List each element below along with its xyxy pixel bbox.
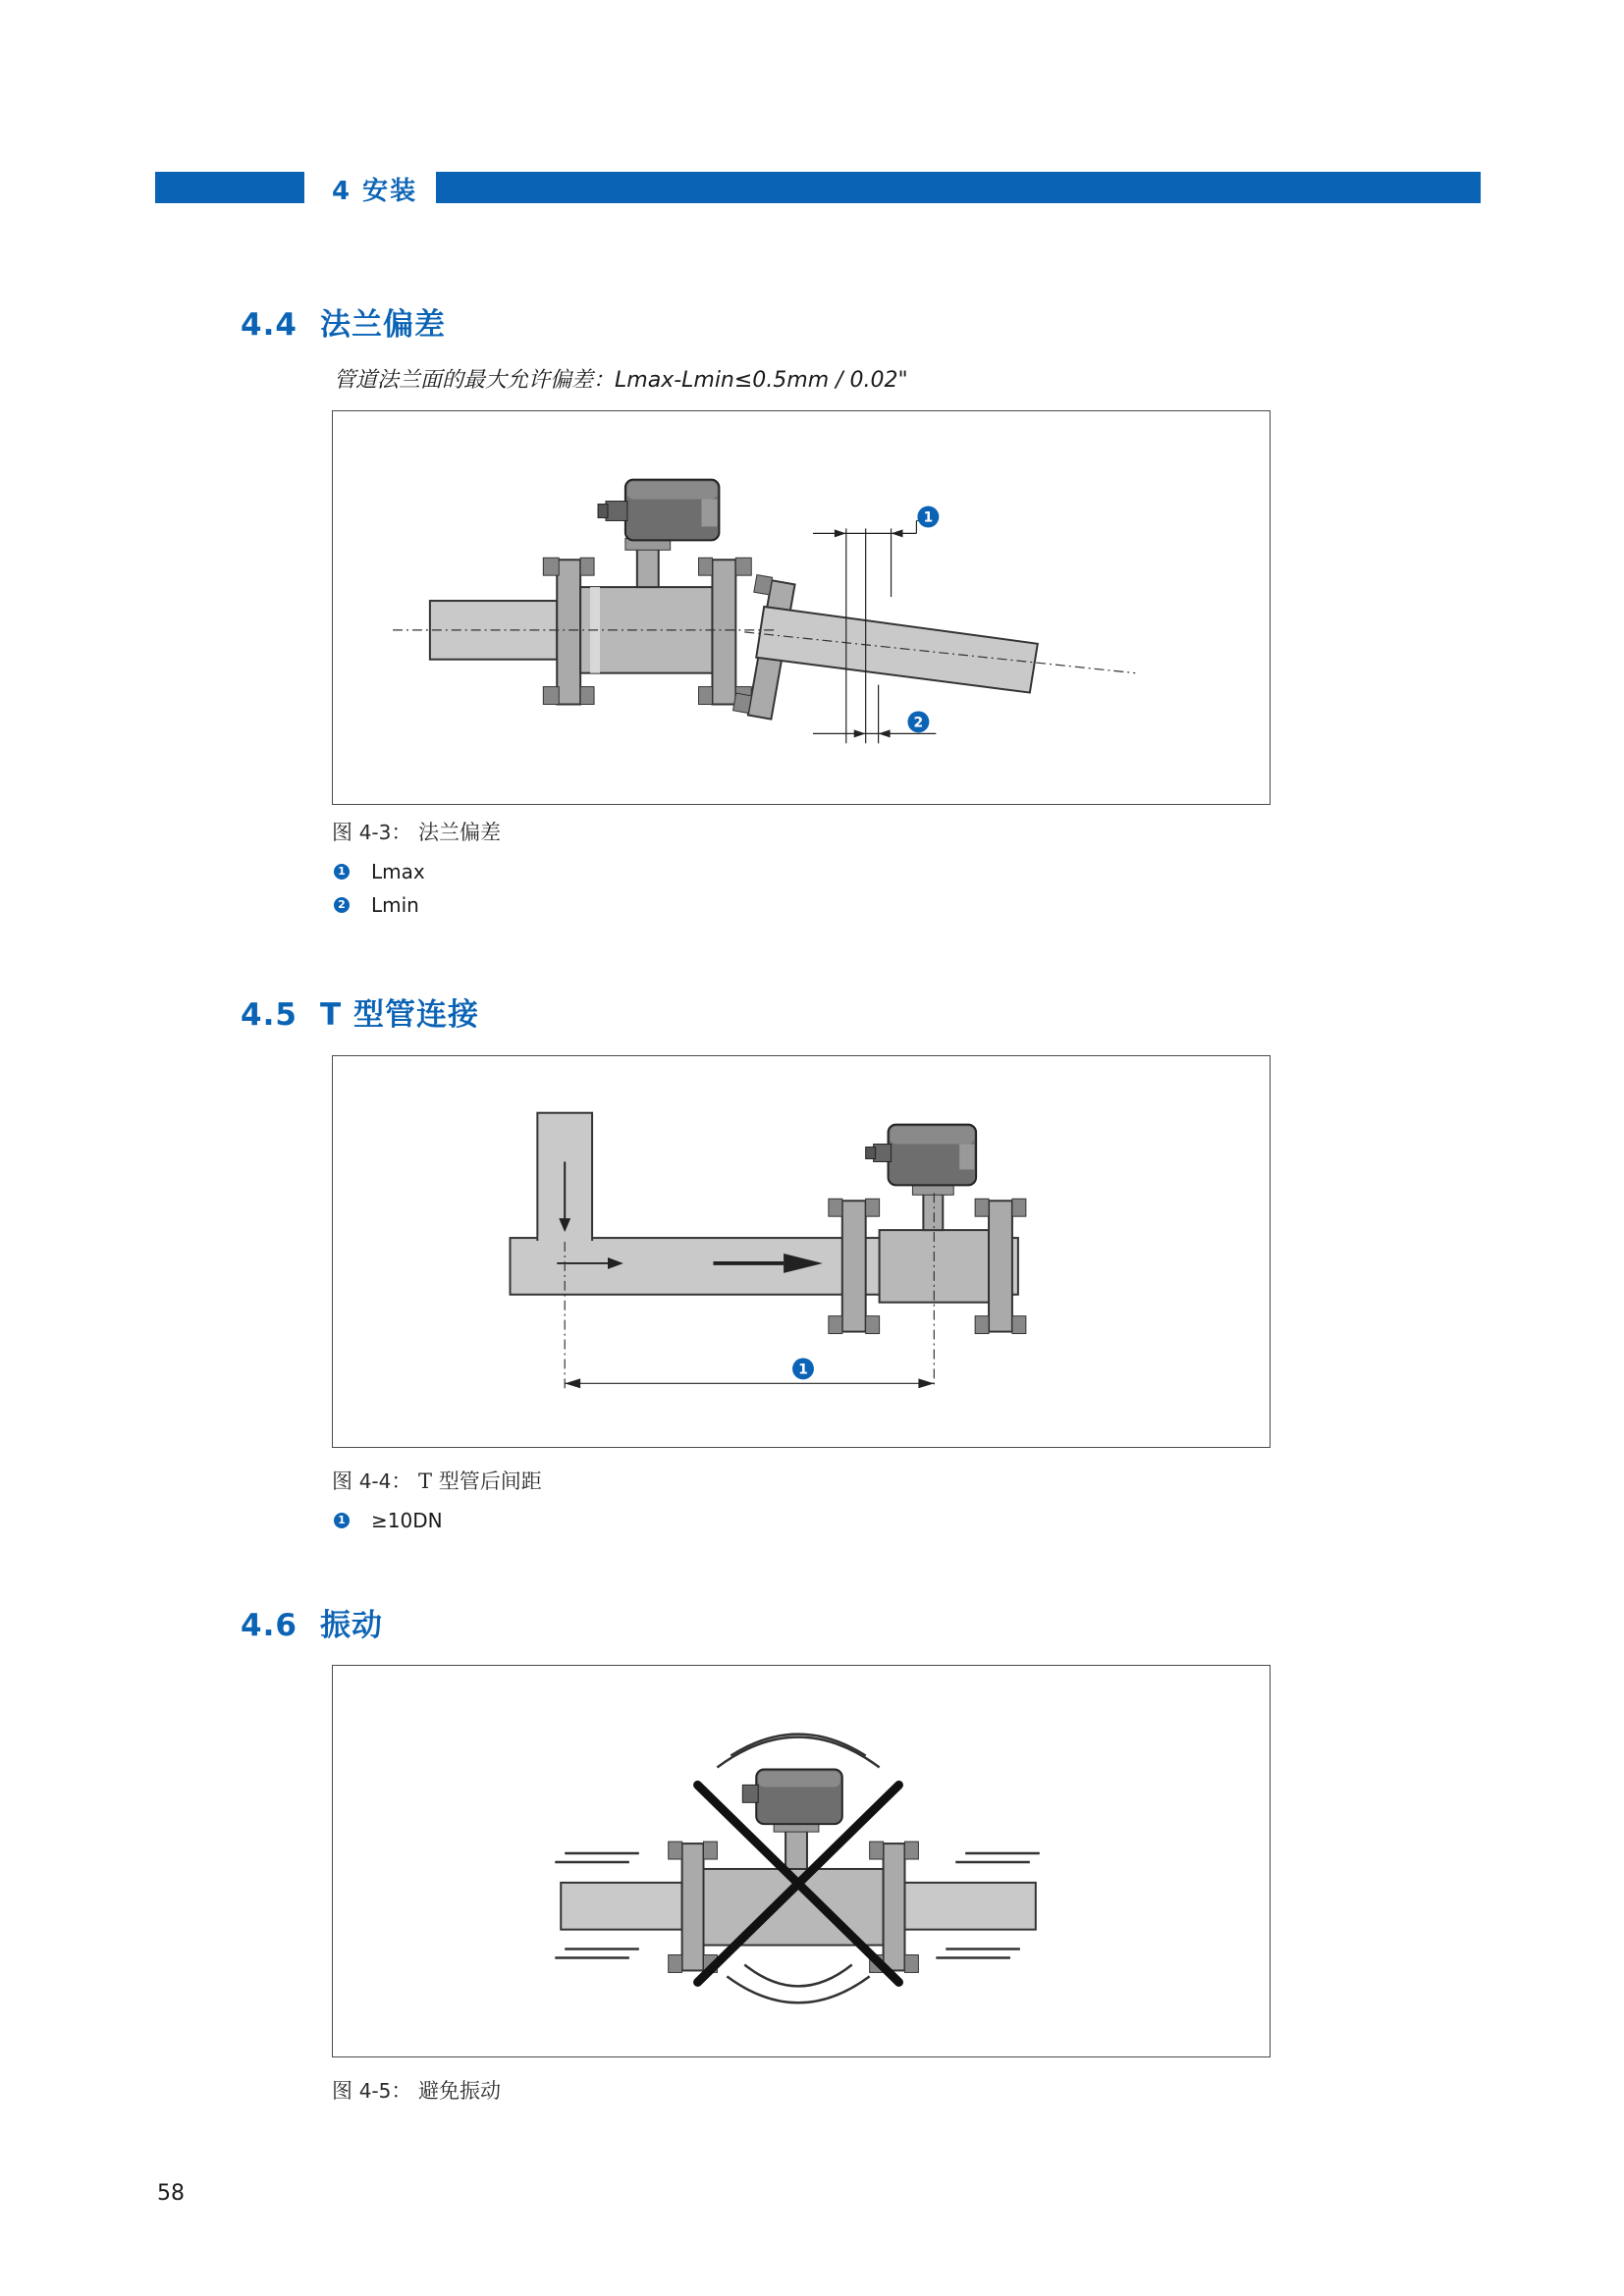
legend-item: [334, 893, 419, 917]
legend-item: [334, 1509, 443, 1532]
caption-number: 4-3: [358, 821, 392, 844]
legend-text: ≥10DN: [371, 1509, 443, 1532]
section-heading-4-6: [241, 1600, 383, 1644]
caption-text: T 型管后间距: [418, 1469, 542, 1493]
legend-text: Lmax: [371, 860, 425, 883]
legend-badge: 1: [334, 864, 350, 880]
callout-1-label: 1: [923, 509, 934, 526]
caption-separator: ：: [391, 1469, 412, 1493]
header-bar-left: [155, 172, 304, 203]
section-number: 4.6: [241, 1608, 298, 1643]
chapter-label: 4 安装: [332, 177, 418, 206]
caption-separator: ：: [391, 2079, 412, 2103]
tolerance-note: 管道法兰面的最大允许偏差：Lmax-Lmin≤0.5mm / 0.02": [334, 368, 908, 393]
legend-item: [334, 860, 425, 883]
section-number: 4.5: [241, 997, 298, 1033]
caption-number: 4-5: [358, 2079, 392, 2103]
section-title: T 型管连接: [320, 997, 479, 1033]
page-number: 58: [157, 2181, 185, 2206]
header-bar-right: [436, 172, 1481, 203]
section-number: 4.4: [241, 307, 298, 343]
caption-number: 4-4: [358, 1469, 392, 1493]
callout-1-label: 1: [798, 1362, 808, 1378]
section-title: 法兰偏差: [320, 307, 446, 343]
flange-deviation-diagram: [333, 411, 1270, 804]
caption-prefix: 图: [332, 1469, 352, 1493]
caption-text: 避免振动: [418, 2079, 502, 2103]
vibration-diagram: [333, 1666, 1270, 2056]
figure-caption-4-3: [332, 817, 501, 846]
caption-text: 法兰偏差: [418, 821, 502, 844]
figure-caption-4-4: [332, 1466, 542, 1495]
section-heading-4-4: [241, 299, 446, 344]
legend-text: Lmin: [371, 893, 419, 917]
figure-t-pipe: [332, 1055, 1271, 1448]
t-pipe-diagram: [333, 1056, 1270, 1447]
caption-separator: ：: [391, 821, 412, 844]
caption-prefix: 图: [332, 2079, 352, 2103]
figure-vibration: [332, 1665, 1271, 2057]
caption-prefix: 图: [332, 821, 352, 844]
section-title: 振动: [320, 1608, 383, 1643]
legend-badge: 2: [334, 897, 350, 913]
figure-flange-deviation: [332, 410, 1271, 805]
figure-caption-4-5: [332, 2075, 501, 2105]
section-heading-4-5: [241, 989, 479, 1034]
legend-badge: 1: [334, 1513, 350, 1528]
callout-2-label: 2: [913, 715, 924, 731]
